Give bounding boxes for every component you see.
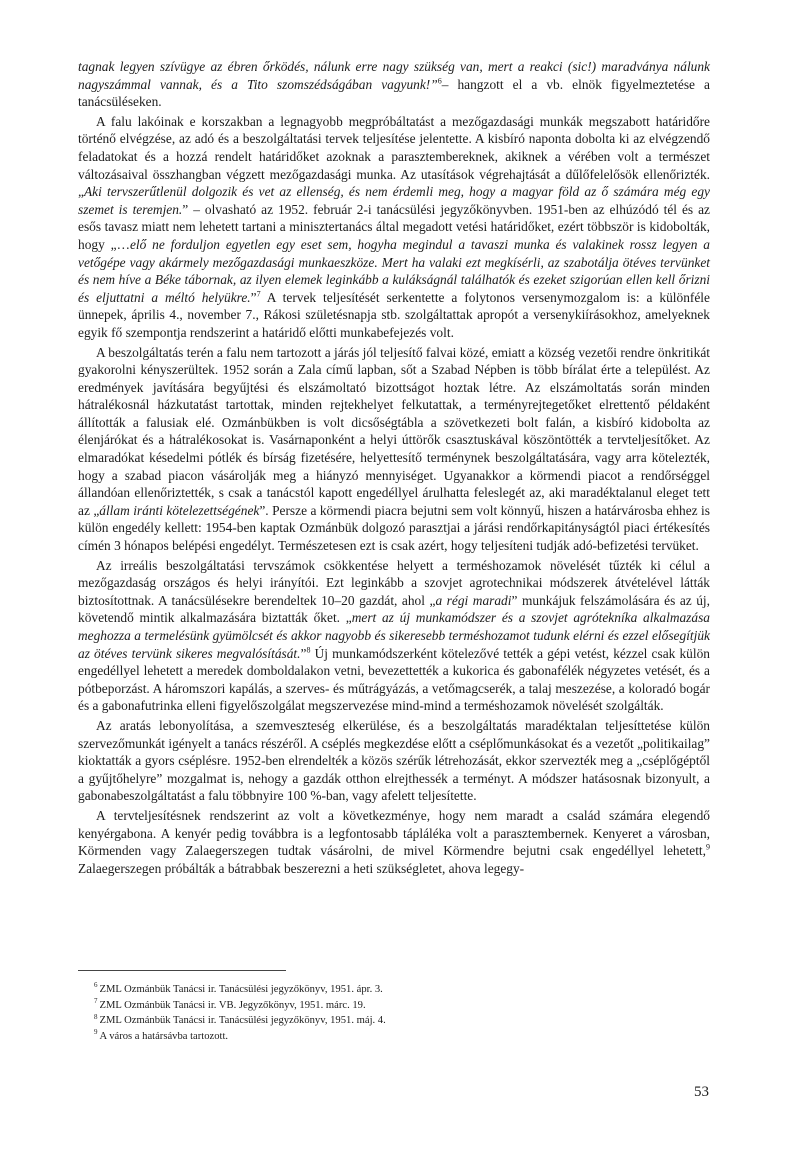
quoted-text: elő ne forduljon egyetlen egy eset sem, hogyha megindul a tavaszi munka és valakinek rossz legyen a vetőgépe vagy akármely mezőgazdasági munkaeszköze. Mert ha valaki ezt megkísérli, az szabotálja ötéves tervünket és nem híve a Béke tábornak, az ilyen elemek leginkább a kulákságnál találhatók és ezeket szigorúan ellen kell őrizni és eljuttatni a méltó helyükre. <box>78 236 710 305</box>
footnote-text: A város a határsávba tartozott. <box>99 1030 229 1042</box>
footnote-ref: 6 <box>437 76 442 86</box>
text-run: A falu lakóinak e korszakban a legnagyobb megpróbáltatást a mezőgazdasági munkák megszabott határidőre történő elvégzése, az adó és a beszolgáltatási tervek teljesítése jelentette. A kisbíró naponta dobolta ki az elvégzendő feladatokat és a hozzá rendelt határidőket azoknak a parasztembereknek, akiknek a vérében volt a természet változásaival összhangban végzett mezőgazdasági munka. Az utasítások végrehajtását a dűlőfelelősök ellenőrizték. „ <box>78 113 710 200</box>
text-run: A tervek teljesítését serkentette a folytonos versenymozgalom is: a különféle ünnepek, április 4., november 7., Rákosi születésnapja stb. szolgáltattak apropót a versenykiírásokhoz, amelyeknek egyik fő szempontja rendszerint a határidő előtti munkabefejezés volt. <box>78 289 710 340</box>
footnote-text: ZML Ozmánbük Tanácsi ir. Tanácsülési jegyzőkönyv, 1951. ápr. 3. <box>99 984 383 995</box>
text-run: ” munkájuk felszámolására és az új, követendő mintik alkalmazására biztatták őket. „ <box>78 592 711 626</box>
footnotes <box>94 982 654 1044</box>
footnote-item <box>94 1029 654 1045</box>
quoted-text: mert az új munkamódszer és a szovjet agrótekníka alkalmazása meghozza a termelésünk gyümölcsét és akkor nagyobb és sikeresebb terméshozamot tudunk elérni és ezzel elősegítjük az ötéves tervünk sikeres megvalósítását. <box>78 610 710 661</box>
paragraph <box>78 58 710 111</box>
footnote-number: 7 <box>94 997 98 1006</box>
text-run: Új munkamódszerként kötelezővé tették a gépi vetést, kézzel csak külön engedéllyel lehetett a meredek domboldalakon vetni, bevezettették a kukorica és gabonafélék négyzetes vetését, és a pótbeporzást. A háromszori kapálás, a szerves- és műtrágyázás, a vetőmagcserék, a talaj meszezése, a koloradó bogár és a gabonafutrinka elleni figyelőszolgálat megszervezése mind-mind a terméshozamok növelését szolgálták. <box>78 645 710 714</box>
body-text <box>78 58 710 877</box>
footnote-ref: 8 <box>306 645 311 655</box>
footnote-number: 8 <box>94 1012 98 1021</box>
footnote-ref: 7 <box>256 289 261 299</box>
footnote-ref: 9 <box>706 842 710 852</box>
paragraph <box>78 113 710 342</box>
text-run: – hangzott el a vb. elnök figyelmeztetése a tanácsüléseken. <box>78 76 710 110</box>
text-run: ” <box>250 289 257 305</box>
footnote-number: 6 <box>94 981 98 990</box>
quoted-text: a régi maradi <box>435 592 512 608</box>
footnote-text: ZML Ozmánbük Tanácsi ir. VB. Jegyzőkönyv, 1951. márc. 19. <box>99 999 366 1011</box>
footnote-item <box>94 982 654 998</box>
text-run: Az irreális beszolgáltatási tervszámok csökkentése helyett a terméshozamok növelését tűzték ki célul a mezőgazdaság országos és helyi irányítói. Ezt leginkább a szovjet agrotechnikai módszerek átvételével látták biztosítottnak. A tanácsülésekre berendeltek 10–20 gazdát, ahol „ <box>78 557 710 608</box>
text-run: A beszolgáltatás terén a falu nem tartozott a járás jól teljesítő falvai közé, emiatt a község vezetői rendre önkritikát gyakorolni kényszerültek. 1952 során a Zala című lapban, sőt a Szabad Népben is több bírálat érte a települést. Az eredmények javítására begyűjtési és elszámoltató bizottságot hoztak létre. Az elszámoltatás során minden hátralékosnál házkutatást tartottak, minden rejtekhelyet felkutattak, a terményrejtegetőket elrettentő példaként állították a falusiak elé. Ozmánbükben is volt dicsőségtábla a szövetkezeti bolt falán, a kisbíró kidobolta az élenjárókat és a hátralékosokat is. Vasárnaponként a helyi úttörők csasztuskával köszöntötték a tervteljesítőket. Az elmaradókat késedelmi pótlék és bírság fizetésére, helyettesítő terménynek beszolgáltatására, vagy arra kötelezték, hogy a szabad piacon vásárolják meg a hiányzó mennyiséget. Ugyanakkor a körmendi piacot a rendőrséggel állandóan ellenőriztették, s csak a tanácstól kapott engedéllyel árulhatta feleslegét az, aki maradéktalanul eleget tett az „ <box>78 344 710 518</box>
paragraph <box>78 717 710 805</box>
quoted-text: tagnak legyen szívügye az ébren őrködés, nálunk erre nagy szükség van, mert a reakci (sic!) maradványa nálunk nagyszámmal vannak, és a Tito szomszédságában vagyunk!” <box>78 59 710 92</box>
text-run: Zalaegerszegen próbálták a bátrabbak beszerezni a heti szükségletet, ahova legegy- <box>78 860 525 876</box>
page-number: 53 <box>694 1084 709 1100</box>
paragraph <box>78 557 710 715</box>
text-run: ” <box>300 645 307 661</box>
footnote-text: ZML Ozmánbük Tanácsi ir. Tanácsülési jegyzőkönyv, 1951. máj. 4. <box>99 1015 386 1027</box>
footnote-item <box>94 1013 654 1029</box>
quoted-text: állam iránti kötelezettségének <box>99 502 260 518</box>
quoted-text: Aki tervszerűtlenül dolgozik és vet az ellenség, és nem érdemli meg, hogy a magyar föld az ő számára még egy szemet is teremjen. <box>78 184 710 217</box>
text-run: ”. Persze a körmendi piacra bejutni sem volt könnyű, hiszen a határvárosba ehhez is külön engedély kellett: 1954-ben kaptak Ozmánbük dolgozó parasztjai a járási rendőrkapitányságtól piaci értékesítés címén 3 hónapos belépési engedélyt. Természetesen ezt is csak azért, hogy teljesíteni tudják adó-befizetési tervüket. <box>78 502 710 554</box>
text-run: A tervteljesítésnek rendszerint az volt a következménye, hogy nem maradt a család számára elegendő kenyérgabona. A kenyér pedig továbbra is a legfontosabb tápláléka volt a parasztembernek. Kenyeret a városban, Körmenden vagy Zalaegerszegen tudtak vásárolni, de mivel Körmendre bejutni csak engedéllyel lehetett, <box>78 807 710 859</box>
footnote-number: 9 <box>94 1028 98 1037</box>
text-run: Az aratás lebonyolítása, a szemveszteség elkerülése, és a beszolgáltatás maradéktalan teljesíttetése külön szervezőmunkát igényelt a tanács részéről. A cséplés megkezdése előtt a cséplőmunkásokat és a vezetőt „politikailag” kioktatták a gyors cséplésre. 1952-ben elrendelték a közös szérűk létrehozását, ekkor szervezték meg a „cséplőgéptől a gyűjtőhelyre” mozgalmat is, nehogy a gazdák otthon elrejthessék a terményt. A módszer hatásosnak bizonyult, a gabonabeszolgáltatást a falu többnyire 100 %-ban, vagy afelett teljesítette. <box>78 717 710 804</box>
footnote-divider <box>78 970 286 971</box>
paragraph <box>78 344 710 555</box>
text-run: ” – olvasható az 1952. február 2-i tanácsülési jegyzőkönyvben. 1951-ben az elhúzódó tél és az esős tavasz miatt nem lehetett tartani a minisztertanács által megadott vetési határidőket, ezért többször is kidobolták, hogy „… <box>78 201 710 252</box>
paragraph <box>78 807 710 877</box>
footnote-item <box>94 998 654 1014</box>
